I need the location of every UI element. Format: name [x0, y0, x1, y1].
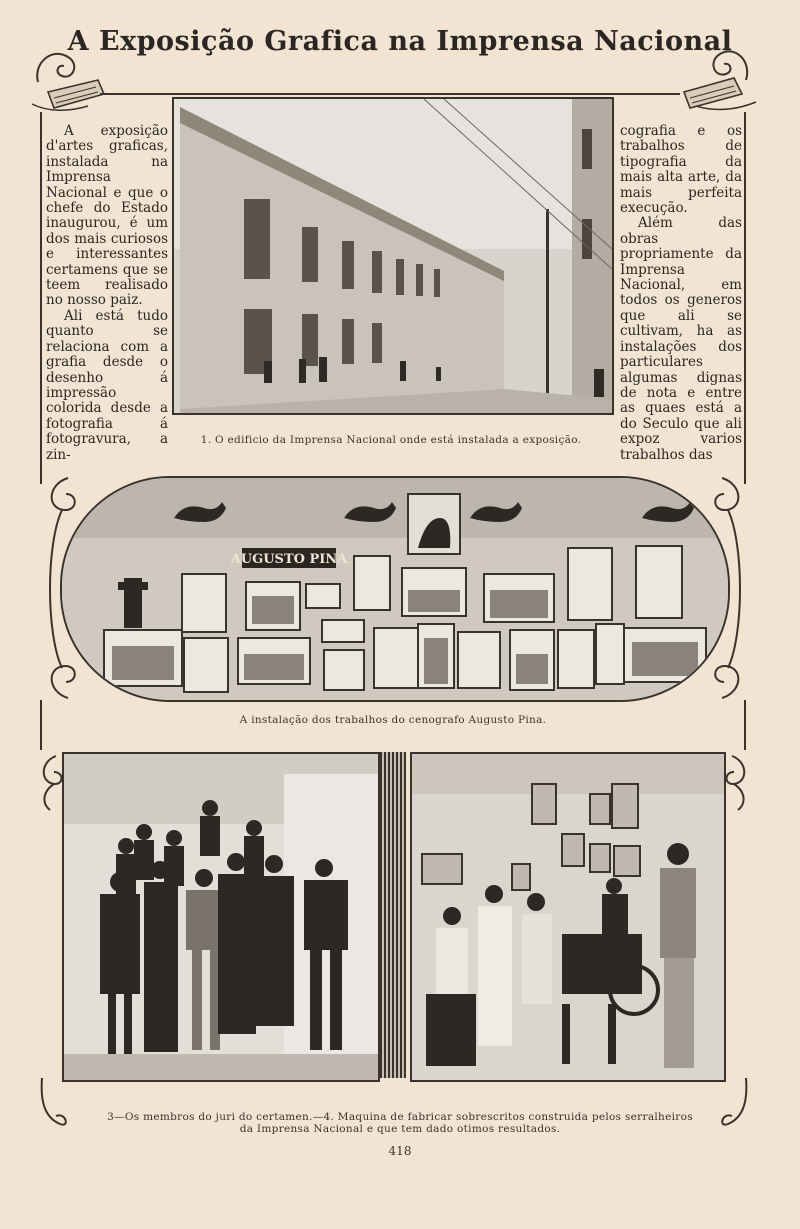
augusto-pina-sign: AUGUSTO PINA [230, 552, 348, 567]
installation-photo [60, 476, 730, 702]
left-scroll-ornament-icon [28, 42, 108, 114]
page-number: 418 [388, 1144, 412, 1158]
photo-divider [380, 752, 406, 1078]
article-right-column [620, 124, 742, 463]
right-frame-rule [744, 112, 746, 484]
article-left-column [46, 124, 168, 463]
installation-photo-caption: A instalação dos trabalhos do cenografo Augusto Pina. [239, 714, 547, 726]
article-paragraph: A exposição d'artes graficas, instalada na Imprensa Nacional e que o chefe do Estado inaugurou, é um dos mais curiosos e interessantes certamens que se teem realisado no nosso paiz. [46, 123, 168, 309]
article-paragraph: Além das obras propriamente da Imprensa Nacional, em todos os generos que ali se cultivam, ha as instalações dos particulares algumas dignas de nota e entre as quaes está a do Seculo que ali expoz varios trabalhos das [620, 215, 742, 463]
page-title: A Exposição Grafica na Imprensa Nacional [67, 26, 733, 57]
building-photo [172, 97, 614, 415]
article-paragraph: Ali está tudo quanto se relaciona com a grafia desde o desenho á impressão colorida desde a fotografia á fotogravura, a zin- [46, 307, 168, 463]
jury-photo [62, 752, 380, 1082]
right-mid-rule [744, 700, 746, 750]
right-scroll-ornament-icon [676, 40, 760, 112]
left-frame-rule [40, 112, 42, 484]
building-photo-caption: 1. O edificio da Imprensa Nacional onde está instalada a exposição. [200, 434, 582, 446]
article-paragraph: cografia e os trabalhos de tipografia da mais alta arte, da mais perfeita execução. [620, 123, 742, 217]
bottom-caption-line2: da Imprensa Nacional e que tem dado otimos resultados. [239, 1123, 561, 1135]
machine-photo [410, 752, 726, 1082]
bottom-right-flourish-ornament-icon [722, 752, 752, 812]
top-frame-rule [100, 93, 680, 95]
left-mid-rule [40, 700, 42, 750]
bottom-caption-line1: 3—Os membros do juri do certamen.—4. Maquina de fabricar sobrescritos construida pelos serralheiros [107, 1111, 693, 1123]
